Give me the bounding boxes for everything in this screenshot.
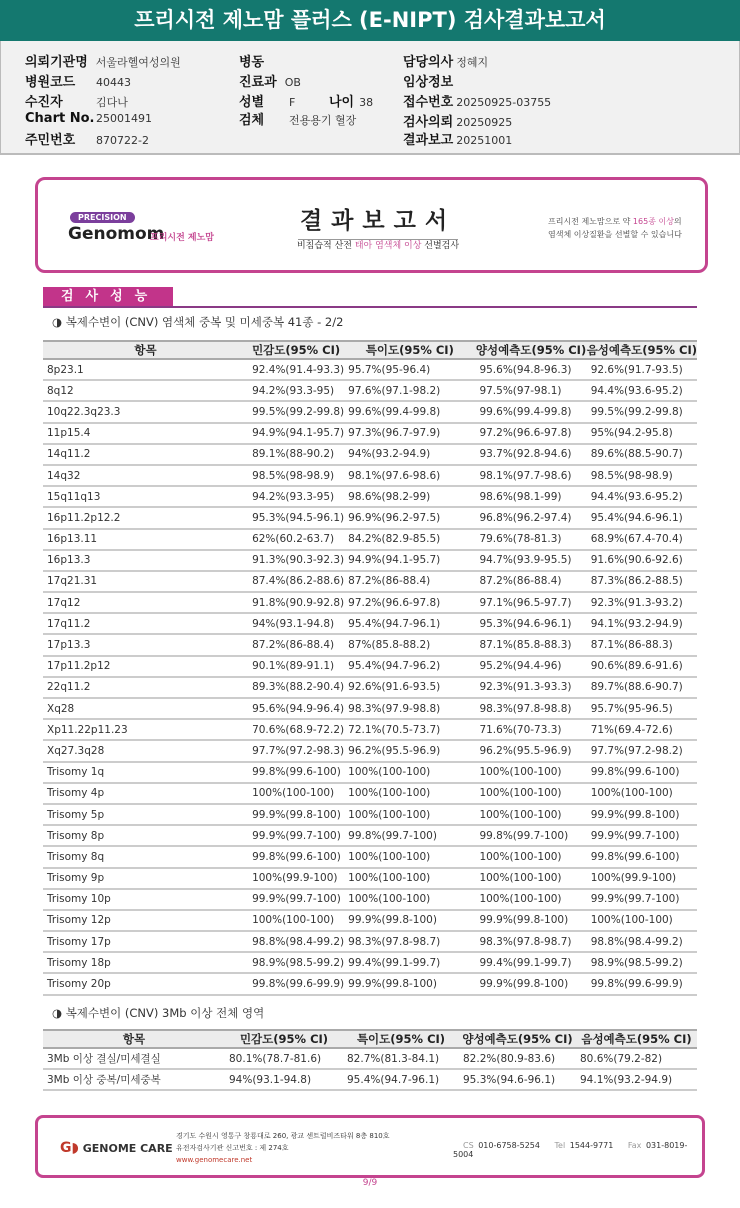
metric-cell: 100%(100-100) — [248, 783, 344, 804]
table-row — [43, 486, 697, 507]
metric-cell: 94.7%(93.9-95.5) — [475, 550, 586, 571]
item-cell: 3Mb 이상 결실/미세결실 — [43, 1048, 225, 1069]
metric-cell: 100%(100-100) — [475, 868, 586, 889]
table-row — [43, 1069, 697, 1090]
metric-cell: 62%(60.2-63.7) — [248, 529, 344, 550]
metric-cell: 92.3%(91.3-93.2) — [587, 592, 697, 613]
metric-cell: 99.9%(99.7-100) — [587, 889, 697, 910]
metric-cell: 80.6%(79.2-82) — [576, 1048, 697, 1069]
item-cell: 16p11.2p12.2 — [43, 507, 248, 528]
item-cell: 17q12 — [43, 592, 248, 613]
metric-cell: 99.9%(99.7-100) — [587, 825, 697, 846]
metric-cell: 93.7%(92.8-94.6) — [475, 444, 586, 465]
item-cell: Trisomy 12p — [43, 910, 248, 931]
performance-table-3mb — [43, 1029, 697, 1091]
metric-cell: 96.2%(95.5-96.9) — [475, 740, 586, 761]
field-hospital: 의뢰기관명 서울라헬여성의원 — [25, 55, 181, 70]
table-row — [43, 719, 697, 740]
item-cell: 17p11.2p12 — [43, 656, 248, 677]
metric-cell: 100%(100-100) — [344, 804, 475, 825]
table-row — [43, 634, 697, 655]
table-row — [43, 656, 697, 677]
table-row — [43, 507, 697, 528]
metric-cell: 87.3%(86.2-88.5) — [587, 571, 697, 592]
metric-cell: 99.4%(99.1-99.7) — [344, 952, 475, 973]
column-header: 항목 — [43, 341, 248, 359]
metric-cell: 97.1%(96.5-97.7) — [475, 592, 586, 613]
item-cell: 14q32 — [43, 465, 248, 486]
metric-cell: 87.2%(86-88.4) — [248, 634, 344, 655]
metric-cell: 95.2%(94.4-96) — [475, 656, 586, 677]
metric-cell: 99.9%(99.8-100) — [475, 973, 586, 994]
item-cell: Trisomy 10p — [43, 889, 248, 910]
metric-cell: 71.6%(70-73.3) — [475, 719, 586, 740]
report-title: 프리시전 제노맘 플러스 (E-NIPT) 검사결과보고서 — [0, 0, 740, 41]
column-header: 음성예측도(95% CI) — [586, 343, 697, 357]
metric-cell: 98.3%(97.8-98.7) — [344, 931, 475, 952]
field-chart: Chart No. 25001491 — [25, 111, 152, 126]
metric-cell: 95.4%(94.7-96.2) — [344, 656, 475, 677]
metric-cell: 100%(100-100) — [475, 783, 586, 804]
metric-cell: 94%(93.1-94.8) — [225, 1069, 343, 1090]
column-header: 민감도(95% CI) — [225, 1030, 343, 1048]
metric-cell: 91.8%(90.9-92.8) — [248, 592, 344, 613]
metric-cell: 100%(100-100) — [344, 783, 475, 804]
table-row — [43, 698, 697, 719]
website-link[interactable]: www.genomecare.net — [176, 1156, 253, 1164]
metric-cell: 100%(100-100) — [248, 910, 344, 931]
metric-cell: 72.1%(70.5-73.7) — [344, 719, 475, 740]
metric-cell: 80.1%(78.7-81.6) — [225, 1048, 343, 1069]
metric-cell: 97.2%(96.6-97.8) — [475, 423, 586, 444]
item-cell: 15q11q13 — [43, 486, 248, 507]
item-cell: Trisomy 20p — [43, 973, 248, 994]
metric-cell: 98.1%(97.6-98.6) — [344, 465, 475, 486]
metric-cell: 99.9%(99.7-100) — [248, 889, 344, 910]
metric-cell: 99.4%(99.1-99.7) — [475, 952, 586, 973]
item-cell: 8p23.1 — [43, 359, 248, 380]
banner-title: 결과보고서 — [298, 202, 458, 240]
item-cell: 17q11.2 — [43, 613, 248, 634]
metric-cell: 98.6%(98.2-99) — [344, 486, 475, 507]
item-cell: Xq28 — [43, 698, 248, 719]
field-reported: 결과보고 20251001 — [403, 133, 513, 148]
table-row — [43, 1048, 697, 1069]
metric-cell: 90.1%(89-91.1) — [248, 656, 344, 677]
report-banner — [35, 177, 708, 273]
metric-cell: 97.7%(97.2-98.2) — [587, 740, 697, 761]
metric-cell: 92.6%(91.6-93.5) — [344, 677, 475, 698]
metric-cell: 100%(100-100) — [344, 868, 475, 889]
column-header: 특이도(95% CI) — [343, 1030, 459, 1048]
item-cell: 3Mb 이상 중복/미세중복 — [43, 1069, 225, 1090]
table-row — [43, 571, 697, 592]
table-row — [43, 423, 697, 444]
metric-cell: 94.9%(94.1-95.7) — [344, 550, 475, 571]
metric-cell: 92.3%(91.3-93.3) — [475, 677, 586, 698]
banner-subtitle: 비침습적 산전 태아 염색체 이상 선별검사 — [296, 241, 460, 251]
item-cell: Xq27.3q28 — [43, 740, 248, 761]
table-row — [43, 910, 697, 931]
item-cell: Trisomy 1q — [43, 762, 248, 783]
table-row — [43, 359, 697, 380]
table-row — [43, 380, 697, 401]
table-row — [43, 444, 697, 465]
metric-cell: 99.9%(99.8-100) — [248, 804, 344, 825]
metric-cell: 100%(100-100) — [475, 762, 586, 783]
metric-cell: 94.9%(94.1-95.7) — [248, 423, 344, 444]
metric-cell: 100%(100-100) — [344, 762, 475, 783]
field-requested: 검사의뢰 20250925 — [403, 115, 513, 130]
metric-cell: 98.8%(98.4-99.2) — [248, 931, 344, 952]
metric-cell: 99.6%(99.4-99.8) — [475, 401, 586, 422]
metric-cell: 79.6%(78-81.3) — [475, 529, 586, 550]
item-cell: Trisomy 9p — [43, 868, 248, 889]
metric-cell: 100%(100-100) — [475, 889, 586, 910]
metric-cell: 98.5%(98-98.9) — [587, 465, 697, 486]
metric-cell: 100%(100-100) — [587, 783, 697, 804]
metric-cell: 95%(94.2-95.8) — [587, 423, 697, 444]
metric-cell: 98.8%(98.4-99.2) — [587, 931, 697, 952]
field-code: 병원코드 40443 — [25, 75, 131, 90]
metric-cell: 98.3%(97.8-98.7) — [475, 931, 586, 952]
metric-cell: 99.8%(99.6-100) — [248, 762, 344, 783]
metric-cell: 98.9%(98.5-99.2) — [587, 952, 697, 973]
field-patient: 수진자 김다나 — [25, 95, 128, 110]
metric-cell: 89.7%(88.6-90.7) — [587, 677, 697, 698]
item-cell: 22q11.2 — [43, 677, 248, 698]
metric-cell: 100%(100-100) — [475, 846, 586, 867]
metric-cell: 87%(85.8-88.2) — [344, 634, 475, 655]
table-row — [43, 952, 697, 973]
metric-cell: 99.8%(99.6-100) — [587, 762, 697, 783]
section-divider — [43, 306, 697, 308]
metric-cell: 99.8%(99.7-100) — [475, 825, 586, 846]
metric-cell: 91.3%(90.3-92.3) — [248, 550, 344, 571]
table-row — [43, 783, 697, 804]
table-header-row — [43, 1030, 697, 1048]
metric-cell: 94.2%(93.3-95) — [248, 380, 344, 401]
metric-cell: 100%(100-100) — [587, 910, 697, 931]
metric-cell: 94.4%(93.6-95.2) — [587, 486, 697, 507]
metric-cell: 95.6%(94.9-96.4) — [248, 698, 344, 719]
metric-cell: 99.6%(99.4-99.8) — [344, 401, 475, 422]
metric-cell: 100%(99.9-100) — [587, 868, 697, 889]
item-cell: 16p13.3 — [43, 550, 248, 571]
metric-cell: 95.3%(94.6-96.1) — [475, 613, 586, 634]
table-row — [43, 677, 697, 698]
table-row — [43, 846, 697, 867]
table-row — [43, 973, 697, 994]
field-age: 나이 38 — [329, 95, 374, 110]
metric-cell: 99.8%(99.6-99.9) — [587, 973, 697, 994]
metric-cell: 95.7%(95-96.5) — [587, 698, 697, 719]
metric-cell: 99.9%(99.8-100) — [587, 804, 697, 825]
metric-cell: 68.9%(67.4-70.4) — [587, 529, 697, 550]
metric-cell: 95.4%(94.6-96.1) — [587, 507, 697, 528]
table-row — [43, 465, 697, 486]
field-clinical: 임상정보 — [403, 75, 454, 90]
table-row — [43, 825, 697, 846]
footer-contact: CS 010-6758-5254 Tel 1544-9771 Fax 031-8019-5004 — [453, 1141, 688, 1159]
metric-cell: 87.2%(86-88.4) — [475, 571, 586, 592]
field-specimen: 검체 전용용기 혈장 — [239, 113, 357, 128]
table-row — [43, 889, 697, 910]
metric-cell: 87.2%(86-88.4) — [344, 571, 475, 592]
column-header: 음성예측도(95% CI) — [576, 1030, 697, 1048]
metric-cell: 97.3%(96.7-97.9) — [344, 423, 475, 444]
metric-cell: 87.1%(86-88.3) — [587, 634, 697, 655]
table-row — [43, 401, 697, 422]
metric-cell: 70.6%(68.9-72.2) — [248, 719, 344, 740]
item-cell: Trisomy 18p — [43, 952, 248, 973]
item-cell: Xp11.22p11.23 — [43, 719, 248, 740]
metric-cell: 98.9%(98.5-99.2) — [248, 952, 344, 973]
table1-subtitle: ◑ 복제수변이 (CNV) 염색체 중복 및 미세중복 41종 - 2/2 — [52, 315, 344, 329]
banner-note: 프리시전 제노맘으로 약 165종 이상의 염색체 이상질환을 선별할 수 있습니다 — [548, 217, 682, 239]
table-row — [43, 550, 697, 571]
footer-address: 경기도 수원시 영통구 창룡대로 260, 광교 센트럴비즈타워 8층 810호 유전자검사기관 신고번호 : 제 274호 www.genomecare.net — [176, 1132, 390, 1164]
field-receipt: 접수번호 20250925-03755 — [403, 95, 552, 110]
metric-cell: 99.9%(99.8-100) — [344, 973, 475, 994]
field-sex: 성별 F — [239, 95, 296, 110]
metric-cell: 71%(69.4-72.6) — [587, 719, 697, 740]
table-row — [43, 740, 697, 761]
metric-cell: 94%(93.1-94.8) — [248, 613, 344, 634]
metric-cell: 94.1%(93.2-94.9) — [587, 613, 697, 634]
metric-cell: 95.7%(95-96.4) — [344, 359, 475, 380]
metric-cell: 98.6%(98.1-99) — [475, 486, 586, 507]
metric-cell: 95.6%(94.8-96.3) — [475, 359, 586, 380]
metric-cell: 87.4%(86.2-88.6) — [248, 571, 344, 592]
metric-cell: 98.3%(97.9-98.8) — [344, 698, 475, 719]
metric-cell: 95.4%(94.7-96.1) — [344, 613, 475, 634]
metric-cell: 94.2%(93.3-95) — [248, 486, 344, 507]
metric-cell: 92.4%(91.4-93.3) — [248, 359, 344, 380]
precision-badge: PRECISION — [70, 212, 135, 223]
column-header: 항목 — [43, 1030, 225, 1048]
genome-care-logo: G◗ GENOME CARE — [60, 1140, 173, 1156]
metric-cell: 92.6%(91.7-93.5) — [587, 359, 697, 380]
metric-cell: 90.6%(89.6-91.6) — [587, 656, 697, 677]
metric-cell: 99.8%(99.7-100) — [344, 825, 475, 846]
table-row — [43, 529, 697, 550]
footer — [35, 1115, 705, 1178]
metric-cell: 82.7%(81.3-84.1) — [343, 1048, 459, 1069]
item-cell: 16p13.11 — [43, 529, 248, 550]
metric-cell: 98.1%(97.7-98.6) — [475, 465, 586, 486]
performance-table-cnv-41 — [43, 340, 697, 996]
metric-cell: 96.9%(96.2-97.5) — [344, 507, 475, 528]
field-dept: 진료과 OB — [239, 75, 301, 90]
column-header: 양성예측도(95% CI) — [459, 1030, 576, 1048]
item-cell: Trisomy 5p — [43, 804, 248, 825]
field-ward: 병동 — [239, 55, 265, 70]
genome-care-logo-icon: G◗ — [60, 1140, 79, 1156]
metric-cell: 89.3%(88.2-90.4) — [248, 677, 344, 698]
item-cell: 8q12 — [43, 380, 248, 401]
metric-cell: 97.6%(97.1-98.2) — [344, 380, 475, 401]
metric-cell: 97.7%(97.2-98.3) — [248, 740, 344, 761]
metric-cell: 100%(100-100) — [344, 889, 475, 910]
metric-cell: 98.5%(98-98.9) — [248, 465, 344, 486]
metric-cell: 100%(100-100) — [475, 804, 586, 825]
genomom-logo: Genomom — [68, 224, 165, 244]
field-doctor: 담당의사 정혜지 — [403, 55, 489, 70]
item-cell: 17q21.31 — [43, 571, 248, 592]
metric-cell: 100%(100-100) — [344, 846, 475, 867]
metric-cell: 100%(99.9-100) — [248, 868, 344, 889]
table-row — [43, 592, 697, 613]
metric-cell: 96.8%(96.2-97.4) — [475, 507, 586, 528]
metric-cell: 95.4%(94.7-96.1) — [343, 1069, 459, 1090]
table-header-row — [43, 341, 697, 359]
metric-cell: 96.2%(95.5-96.9) — [344, 740, 475, 761]
metric-cell: 99.8%(99.6-100) — [248, 846, 344, 867]
item-cell: Trisomy 8q — [43, 846, 248, 867]
metric-cell: 99.8%(99.6-99.9) — [248, 973, 344, 994]
item-cell: 17p13.3 — [43, 634, 248, 655]
metric-cell: 89.1%(88-90.2) — [248, 444, 344, 465]
column-header: 양성예측도(95% CI) — [475, 343, 587, 357]
metric-cell: 94%(93.2-94.9) — [344, 444, 475, 465]
table-row — [43, 762, 697, 783]
metric-cell: 82.2%(80.9-83.6) — [459, 1048, 576, 1069]
column-header: 특이도(95% CI) — [344, 341, 475, 359]
patient-info-panel — [0, 41, 740, 155]
metric-cell: 99.9%(99.8-100) — [475, 910, 586, 931]
item-cell: Trisomy 4p — [43, 783, 248, 804]
table-row — [43, 868, 697, 889]
section-heading: 검사성능 — [43, 287, 173, 307]
metric-cell: 94.1%(93.2-94.9) — [576, 1069, 697, 1090]
genomom-logo-kr: 프리시전 제노맘 — [150, 233, 214, 243]
metric-cell: 99.9%(99.7-100) — [248, 825, 344, 846]
metric-cell: 91.6%(90.6-92.6) — [587, 550, 697, 571]
metric-cell: 84.2%(82.9-85.5) — [344, 529, 475, 550]
column-header: 민감도(95% CI) — [248, 341, 344, 359]
table-row — [43, 804, 697, 825]
page-number: 9/9 — [362, 1178, 378, 1188]
table-row — [43, 613, 697, 634]
item-cell: 14q11.2 — [43, 444, 248, 465]
metric-cell: 87.1%(85.8-88.3) — [475, 634, 586, 655]
metric-cell: 97.2%(96.6-97.8) — [344, 592, 475, 613]
metric-cell: 95.3%(94.5-96.1) — [248, 507, 344, 528]
item-cell: Trisomy 17p — [43, 931, 248, 952]
field-rrn: 주민번호 870722-2 — [25, 133, 149, 148]
item-cell: Trisomy 8p — [43, 825, 248, 846]
metric-cell: 89.6%(88.5-90.7) — [587, 444, 697, 465]
item-cell: 10q22.3q23.3 — [43, 401, 248, 422]
metric-cell: 98.3%(97.8-98.8) — [475, 698, 586, 719]
metric-cell: 99.8%(99.6-100) — [587, 846, 697, 867]
item-cell: 11p15.4 — [43, 423, 248, 444]
metric-cell: 94.4%(93.6-95.2) — [587, 380, 697, 401]
metric-cell: 99.5%(99.2-99.8) — [587, 401, 697, 422]
metric-cell: 99.9%(99.8-100) — [344, 910, 475, 931]
metric-cell: 99.5%(99.2-99.8) — [248, 401, 344, 422]
metric-cell: 97.5%(97-98.1) — [475, 380, 586, 401]
metric-cell: 95.3%(94.6-96.1) — [459, 1069, 576, 1090]
table2-subtitle: ◑ 복제수변이 (CNV) 3Mb 이상 전체 영역 — [52, 1006, 265, 1020]
table-row — [43, 931, 697, 952]
